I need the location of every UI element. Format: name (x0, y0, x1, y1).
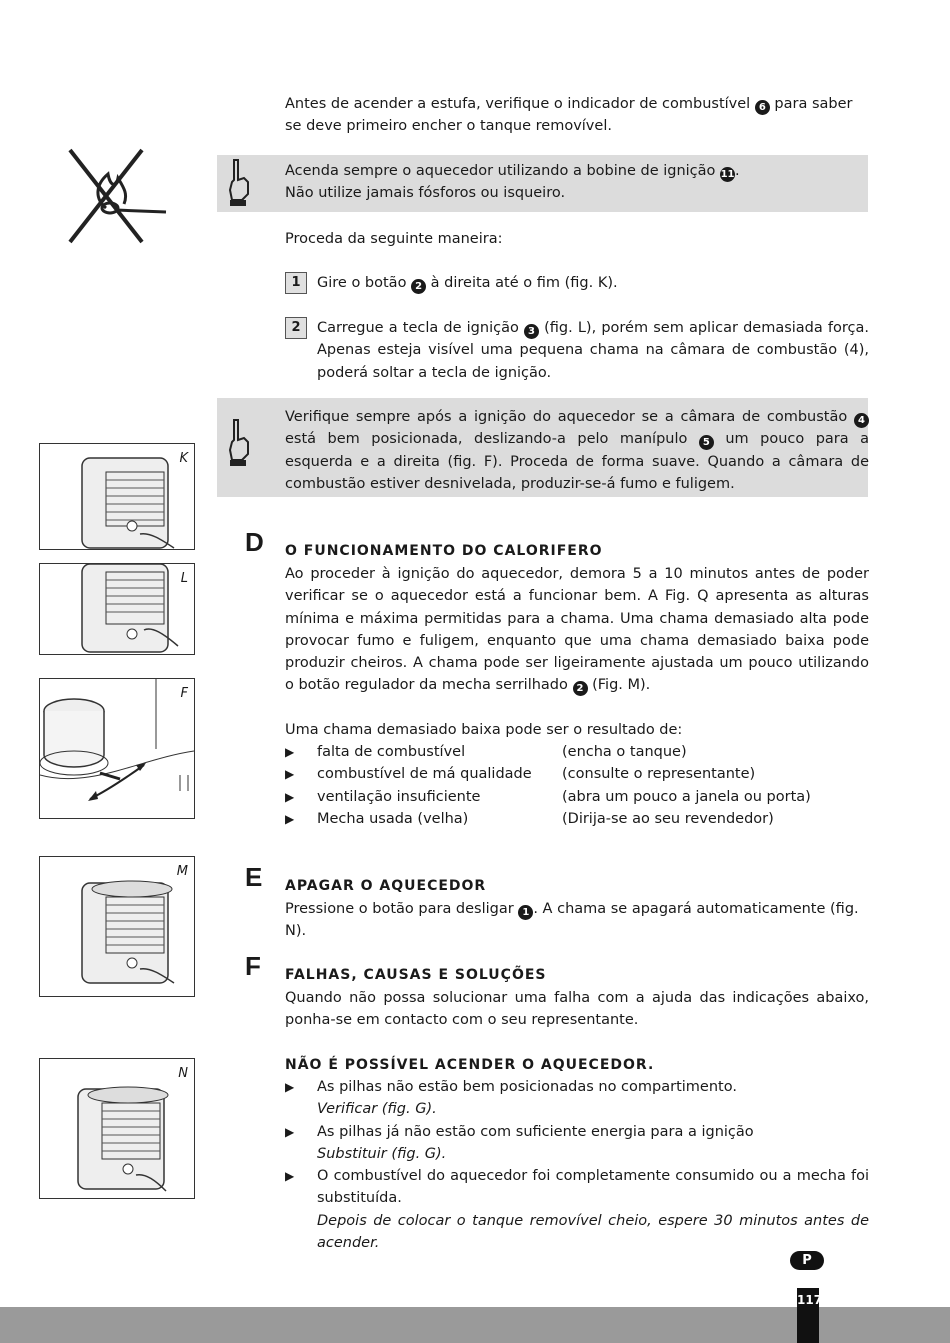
fault-text: As pilhas não estão bem posicionadas no compartimento. (317, 1079, 737, 1095)
bullet-icon: ▶ (285, 1080, 295, 1094)
cause-text: Mecha usada (velha) (317, 811, 469, 827)
pointing-hand-icon (226, 418, 252, 468)
section-heading: O FUNCIONAMENTO DO CALORIFERO (285, 543, 603, 559)
section-e-post: . A chama se apagará automaticamente (fig. N). (285, 901, 859, 940)
section-d-body-pre: Ao proceder à ignição do aquecedor, demora 5 a 10 minutos antes de poder verificar se o aquecedor está a funcionar bem. A Fig. Q apresenta as alturas mínima e máxima permitidas para a chama. Uma chama demasiado alta pode provocar fumo e fuligem, enquanto que uma chama demasiado baixa pode produzir cheiros. A chama pode ser ligeiramente ajustada um pouco utilizando o botão regulador da mecha serrilhado (285, 566, 869, 694)
ref-badge: 2 (573, 681, 588, 696)
fault-item (317, 1121, 869, 1166)
intro-text-post: para saber se deve primeiro encher o tanque removível. (285, 96, 853, 135)
remedy-text: (Dirija-se ao seu revendedor) (562, 811, 774, 827)
heater-illustration (40, 1059, 194, 1198)
proceed-text: Proceda da seguinte maneira: (285, 231, 503, 247)
language-badge: P (790, 1251, 824, 1270)
note-ignition-text (285, 160, 869, 205)
step1-post: à direita até o fim (fig. K). (426, 275, 618, 291)
step2-pre: Carregue a tecla de ignição (317, 320, 524, 336)
note2-mid: está bem posicionada, deslizando-a pelo manípulo (285, 431, 699, 448)
note1-line1-post: . (735, 163, 740, 179)
figure-label: K (179, 451, 188, 466)
figure-f (39, 678, 195, 819)
ref-badge: 1 (518, 905, 533, 920)
subsection-heading: NÃO É POSSÍVEL ACENDER O AQUECEDOR. (285, 1057, 655, 1073)
remedy-text: (consulte o representante) (562, 766, 756, 782)
step-text (317, 272, 869, 294)
ref-badge: 3 (524, 324, 539, 339)
step-number: 1 (285, 272, 307, 294)
section-e-pre: Pressione o botão para desligar (285, 901, 519, 917)
intro-paragraph (285, 93, 869, 138)
bullet-icon: ▶ (285, 1125, 295, 1139)
intro-text-pre: Antes de acender a estufa, verifique o indicador de combustível (285, 96, 755, 112)
note1-line2: Não utilize jamais fósforos ou isqueiro. (285, 185, 566, 202)
figure-l (39, 563, 195, 655)
section-letter: D (245, 527, 264, 557)
low-flame-intro: Uma chama demasiado baixa pode ser o resultado de: (285, 722, 683, 738)
ref-badge: 4 (854, 413, 869, 428)
heater-illustration (40, 857, 194, 996)
cause-text: falta de combustível (317, 744, 466, 760)
section-heading: FALHAS, CAUSAS E SOLUÇÕES (285, 967, 547, 983)
fault-text: O combustível do aquecedor foi completamente consumido ou a mecha foi substituída. (317, 1168, 869, 1207)
ref-badge: 6 (755, 100, 770, 115)
section-f-body: Quando não possa solucionar uma falha com a ajuda das indicações abaixo, ponha-se em contacto com o seu representante. (285, 990, 869, 1029)
remedy-text: (abra um pouco a janela ou porta) (562, 789, 811, 805)
fault-text: As pilhas já não estão com suficiente energia para a ignição (317, 1124, 754, 1140)
figure-k (39, 443, 195, 550)
figure-n (39, 1058, 195, 1199)
section-d-body-post: (Fig. M). (587, 677, 651, 694)
no-matches-icon (66, 146, 172, 246)
figure-label: M (176, 864, 188, 879)
bullet-icon: ▶ (285, 812, 295, 826)
page-number: 117 (797, 1288, 819, 1343)
bullet-icon: ▶ (285, 790, 295, 804)
figure-label: L (180, 571, 188, 586)
cause-text: combustível de má qualidade (317, 766, 532, 782)
fault-action: Verificar (fig. G). (317, 1101, 437, 1118)
note1-line1-pre: Acenda sempre o aquecedor utilizando a bobine de ignição (285, 163, 721, 179)
step-text (317, 317, 869, 384)
heater-illustration (40, 444, 194, 549)
figure-label: N (178, 1066, 188, 1081)
cause-text: ventilação insuficiente (317, 789, 481, 805)
note-chamber-text (285, 406, 869, 495)
remedy-text: (encha o tanque) (562, 744, 687, 760)
note2-post: um pouco para a esquerda e a direita (fig. F). Proceda de forma suave. Quando a câmara de combustão estiver desnivelada, produzir-se-á fumo e fuligem. (285, 431, 869, 492)
fault-item (317, 1165, 869, 1254)
fault-action: Substituir (fig. G). (317, 1146, 447, 1163)
bullet-icon: ▶ (285, 767, 295, 781)
ref-badge: 5 (699, 435, 714, 450)
pointing-hand-icon (226, 158, 252, 208)
figure-label: F (180, 686, 188, 701)
bullet-icon: ▶ (285, 1169, 295, 1183)
step2-post: (fig. L), porém sem aplicar demasiada força. Apenas esteja visível uma pequena chama na câmara de combustão (4), poderá soltar a tecla de ignição. (317, 320, 869, 381)
fault-item (317, 1076, 869, 1121)
section-letter: F (245, 951, 261, 981)
fault-action: Depois de colocar o tanque removível cheio, espere 30 minutos antes de acender. (317, 1212, 869, 1251)
section-e-body (285, 898, 869, 943)
note2-pre: Verifique sempre após a ignição do aquecedor se a câmara de combustão (285, 409, 854, 425)
step-number: 2 (285, 317, 307, 339)
section-heading: APAGAR O AQUECEDOR (285, 878, 487, 894)
figure-m (39, 856, 195, 997)
step1-pre: Gire o botão (317, 275, 412, 291)
section-d-body (285, 563, 869, 697)
section-letter: E (245, 862, 263, 892)
heater-illustration (40, 564, 194, 654)
combustion-chamber-illustration (40, 679, 194, 818)
bullet-icon: ▶ (285, 745, 295, 759)
ref-badge: 11 (720, 169, 735, 180)
ref-badge: 2 (411, 279, 426, 294)
